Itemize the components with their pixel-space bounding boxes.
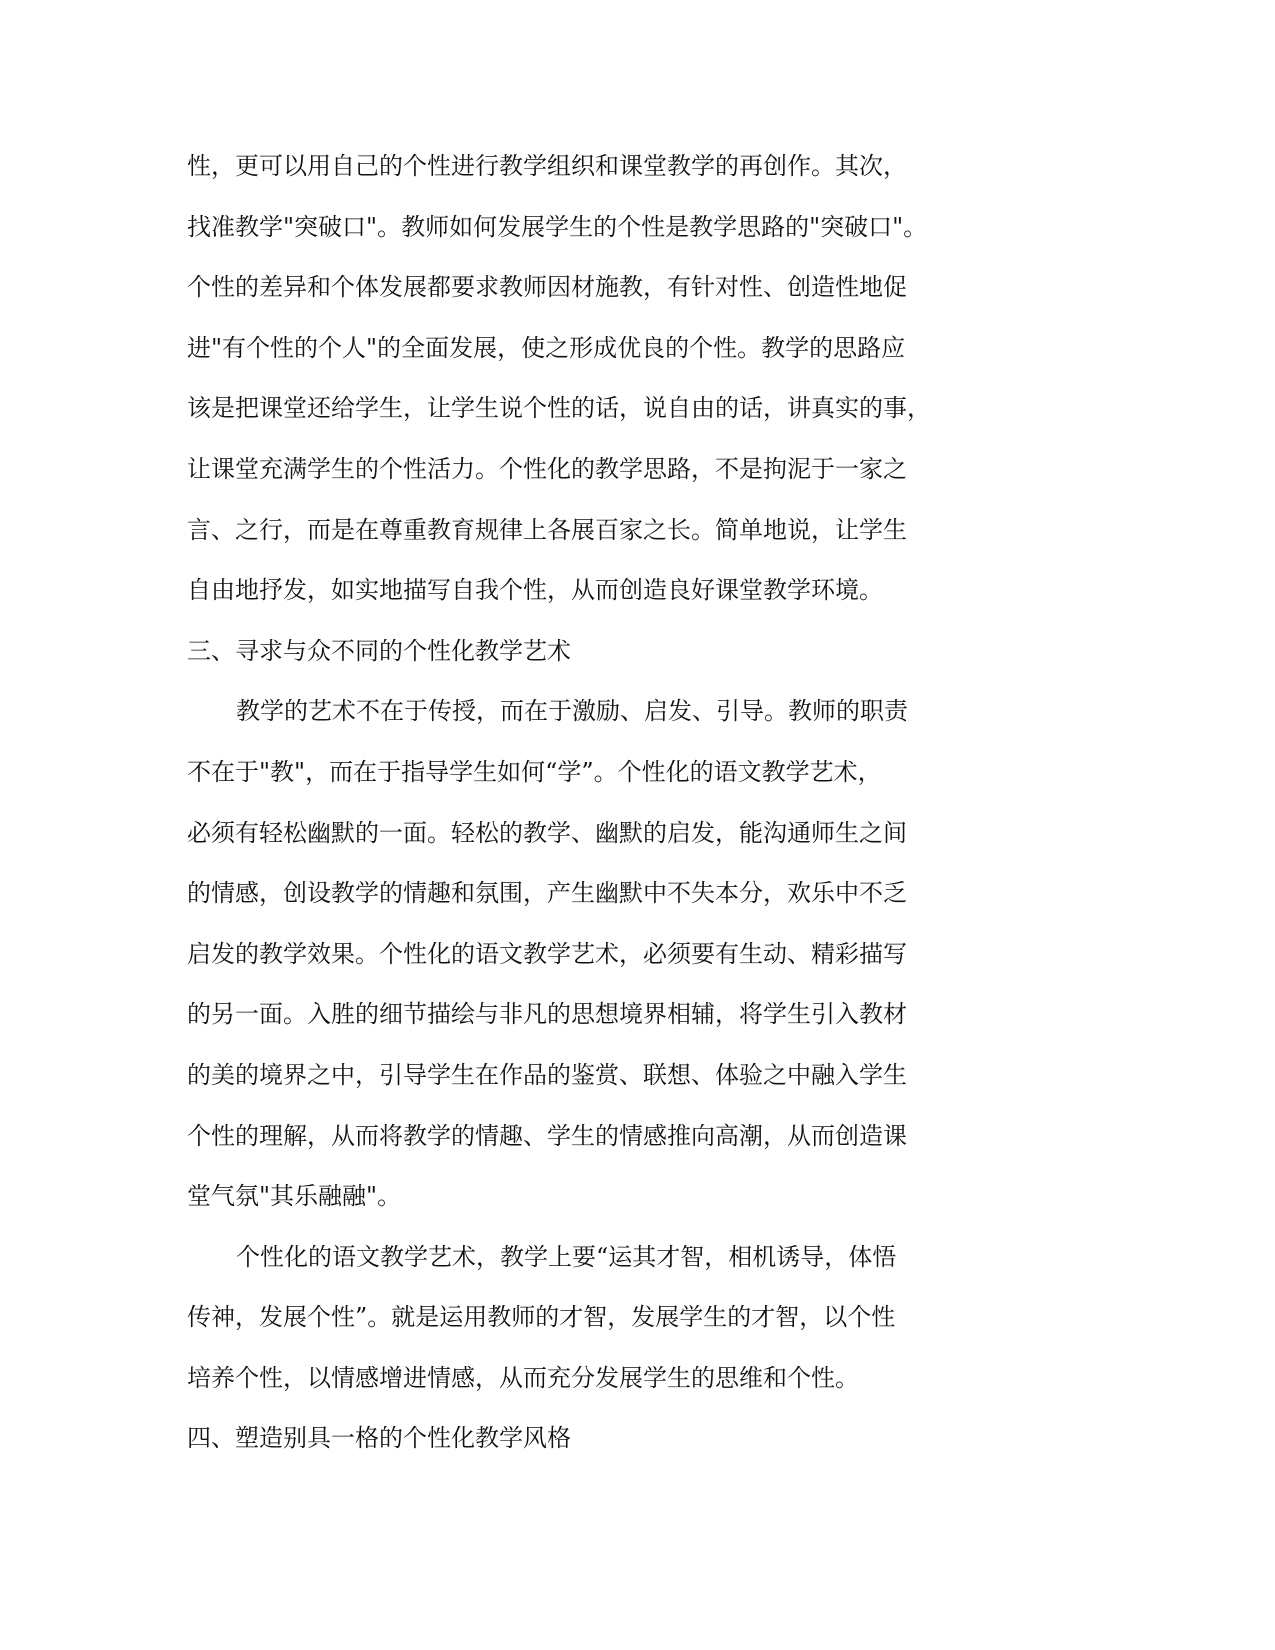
text-line: 的另一面。入胜的细节描绘与非凡的思想境界相辅，将学生引入教材: [187, 1000, 907, 1029]
text-line: 必须有轻松幽默的一面。轻松的教学、幽默的启发，能沟通师生之间: [187, 818, 907, 847]
text-line: 言、之行，而是在尊重教育规律上各展百家之长。简单地说，让学生: [187, 515, 907, 544]
text-line: 让课堂充满学生的个性活力。个性化的教学思路，不是拘泥于一家之: [187, 454, 907, 483]
text-line: 个性化的语文教学艺术，教学上要“运其才智，相机诱导，体悟: [236, 1242, 897, 1271]
text-line: 三、寻求与众不同的个性化教学艺术: [187, 636, 571, 665]
text-line: 不在于"教"，而在于指导学生如何“学”。个性化的语文教学艺术，: [187, 757, 882, 786]
text-line: 的情感，创设教学的情趣和氛围，产生幽默中不失本分，欢乐中不乏: [187, 879, 907, 908]
text-line: 个性的差异和个体发展都要求教师因材施教，有针对性、创造性地促: [187, 273, 907, 302]
document-body: [187, 136, 947, 1469]
text-line: 找准教学"突破口"。教师如何发展学生的个性是教学思路的"突破口"。: [187, 212, 928, 241]
text-line: 的美的境界之中，引导学生在作品的鉴赏、联想、体验之中融入学生: [187, 1060, 907, 1089]
text-line: 进"有个性的个人"的全面发展，使之形成优良的个性。教学的思路应: [187, 333, 906, 362]
text-line: 传神，发展个性”。就是运用教师的才智，发展学生的才智，以个性: [187, 1303, 896, 1332]
text-line: 该是把课堂还给学生，让学生说个性的话，说自由的话，讲真实的事，: [187, 394, 931, 423]
text-line: 培养个性，以情感增进情感，从而充分发展学生的思维和个性。: [187, 1363, 859, 1392]
text-line: 启发的教学效果。个性化的语文教学艺术，必须要有生动、精彩描写: [187, 939, 907, 968]
text-line: 四、塑造别具一格的个性化教学风格: [187, 1424, 571, 1453]
text-line: 个性的理解，从而将教学的情趣、学生的情感推向高潮，从而创造课: [187, 1121, 907, 1150]
text-line: 教学的艺术不在于传授，而在于激励、启发、引导。教师的职责: [236, 697, 908, 726]
text-line: 堂气氛"其乐融融"。: [187, 1182, 402, 1211]
text-line: 自由地抒发，如实地描写自我个性，从而创造良好课堂教学环境。: [187, 576, 883, 605]
text-line: 性，更可以用自己的个性进行教学组织和课堂教学的再创作。其次，: [187, 152, 907, 180]
